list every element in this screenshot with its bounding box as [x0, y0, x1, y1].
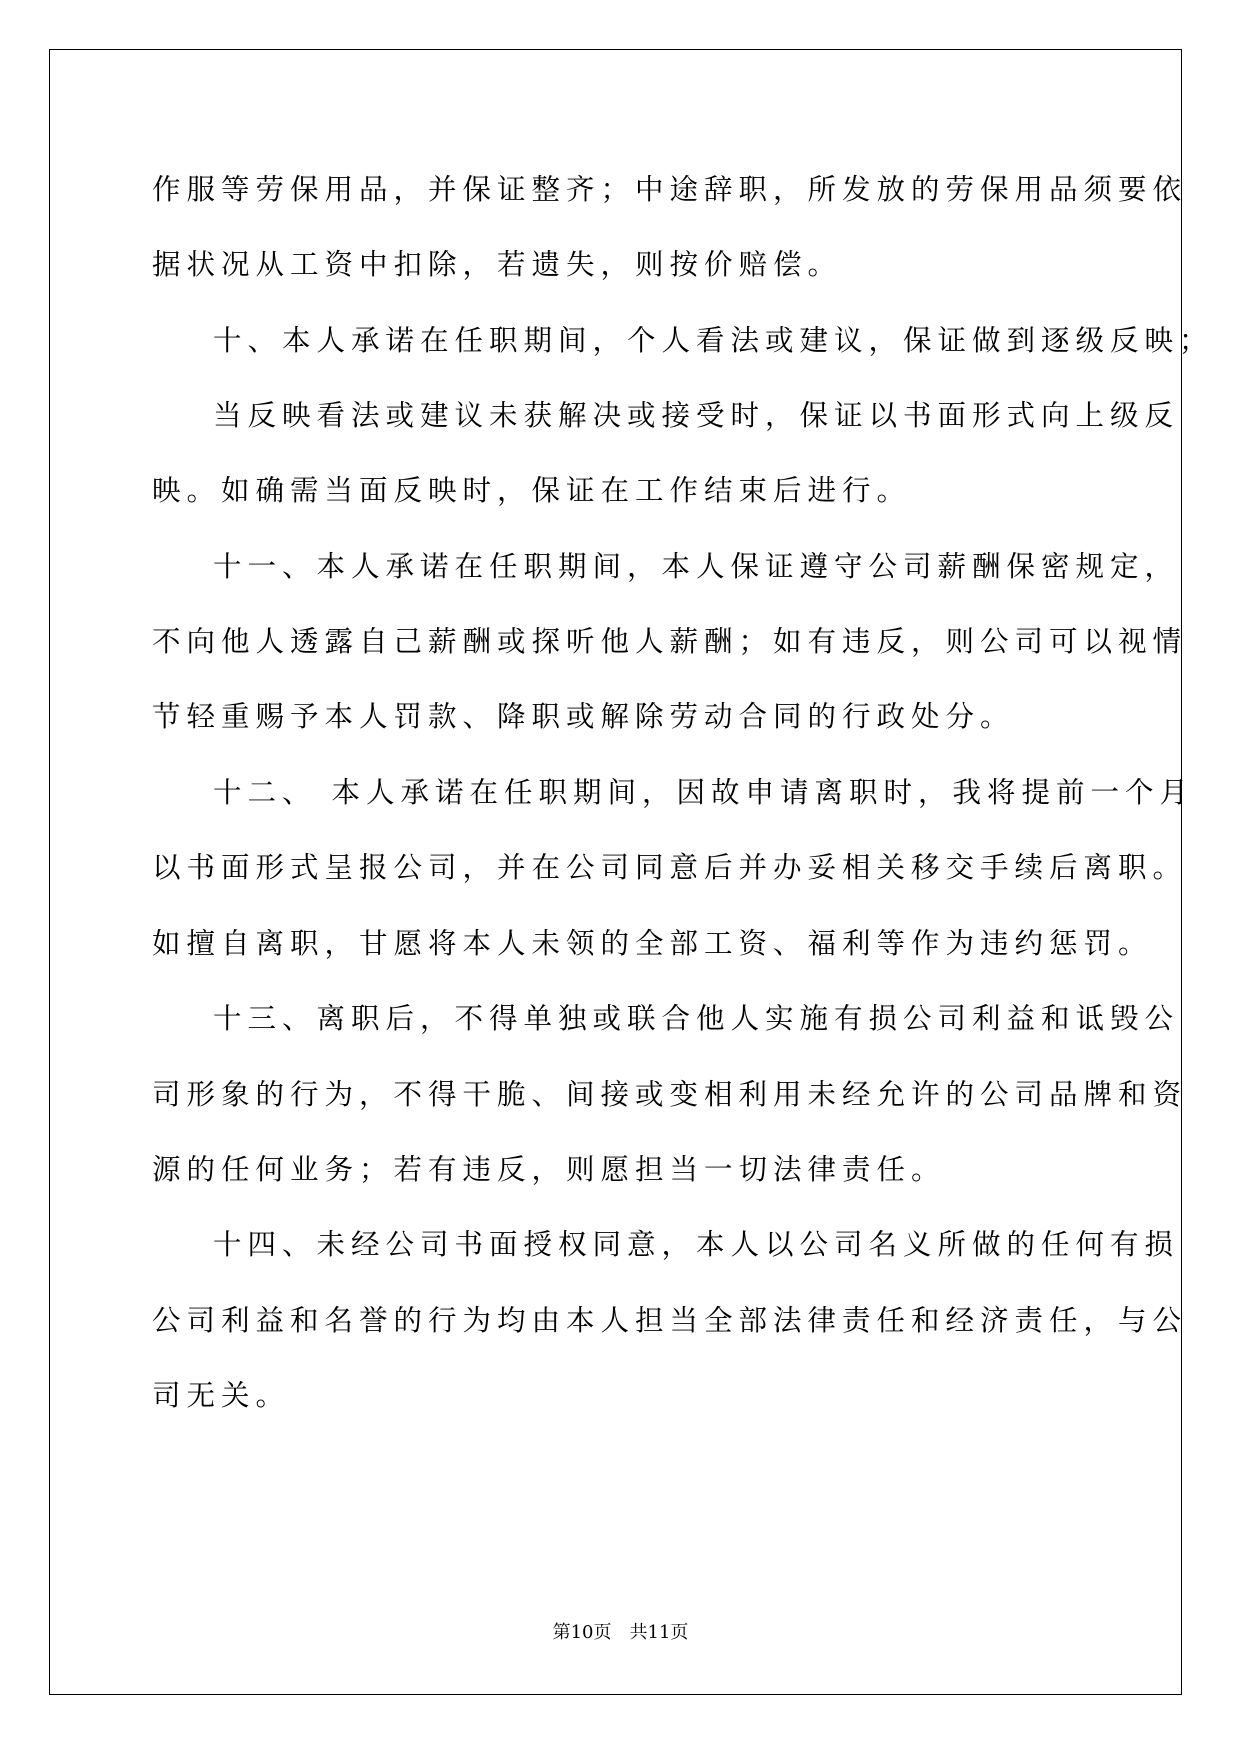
- body-line: 十三、离职后，不得单独或联合他人实施有损公司利益和诋毁公: [213, 1002, 1180, 1035]
- body-line: 十、本人承诺在任职期间，个人看法或建议，保证做到逐级反映；: [213, 324, 1214, 357]
- body-line: 以书面形式呈报公司，并在公司同意后并办妥相关移交手续后离职。: [152, 851, 1188, 884]
- body-line: 如擅自离职，甘愿将本人未领的全部工资、福利等作为违约惩罚。: [152, 927, 1153, 960]
- page-number: 第10页 共11页: [552, 1622, 689, 1643]
- body-line: 十四、未经公司书面授权同意，本人以公司名义所做的任何有损: [213, 1228, 1180, 1261]
- body-line: 司无关。: [152, 1379, 291, 1412]
- body-line: 据状况从工资中扣除，若遗失，则按价赔偿。: [152, 248, 843, 281]
- body-line: 十二、 本人承诺在任职期间，因故申请离职时，我将提前一个月: [213, 776, 1195, 809]
- body-line: 映。如确需当面反映时，保证在工作结束后进行。: [152, 474, 912, 507]
- body-line: 当反映看法或建议未获解决或接受时，保证以书面形式向上级反: [213, 399, 1180, 432]
- body-line: 司形象的行为，不得干脆、间接或变相利用未经允许的公司品牌和资: [152, 1078, 1188, 1111]
- body-line: 公司利益和名誉的行为均由本人担当全部法律责任和经济责任，与公: [152, 1304, 1188, 1337]
- body-line: 不向他人透露自己薪酬或探听他人薪酬；如有违反，则公司可以视情: [152, 625, 1188, 658]
- body-line: 十一、本人承诺在任职期间，本人保证遵守公司薪酬保密规定，: [213, 550, 1180, 583]
- body-line: 作服等劳保用品，并保证整齐；中途辞职，所发放的劳保用品须要依: [152, 173, 1188, 206]
- body-line: 节轻重赐予本人罚款、降职或解除劳动合同的行政处分。: [152, 700, 1015, 733]
- body-line: 源的任何业务；若有违反，则愿担当一切法律责任。: [152, 1153, 946, 1186]
